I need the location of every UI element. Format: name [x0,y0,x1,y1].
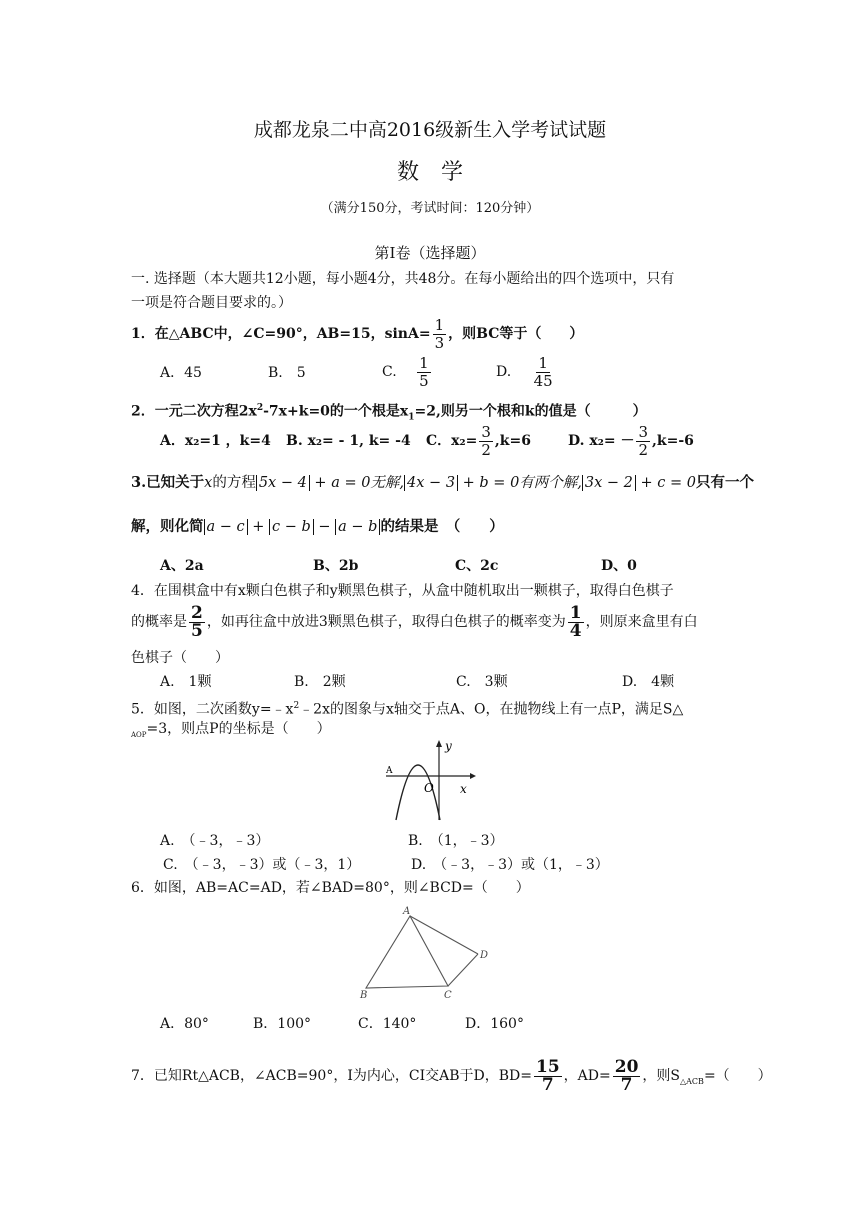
q3-option-d: D、0 [601,558,637,574]
y-axis-arrow-icon [436,740,442,747]
question-3-line-2: 解，则化简 a − c + c − b − a − b 的结果是 （ ） [131,518,504,535]
q2-option-a: A．x₂=1 ，k=4 [160,433,271,449]
question-4-line-3: 色棋子（ ） [131,650,229,666]
q1-text-a: 1．在△ABC中，∠C=90°，AB=15，sinA= [131,326,431,342]
question-7: 7．已知Rt△ACB，∠ACB=90°，I为内心，CI交AB于D，BD= $\frac{15}{7}$ ，AD= $\frac{20}{7}$ ，则$S_{\triangle ACB}=$（ ） [131,1056,772,1095]
q6-option-d: D．160° [465,1016,524,1032]
x-axis-arrow-icon [470,773,476,779]
exam-meta: （满分150分，考试时间：120分钟） [320,201,540,216]
q3-option-c: C、2c [455,558,499,574]
q1-option-b: B. 5 [268,365,306,381]
triangle-figure [352,900,502,1004]
q3-option-b: B、2b [313,558,359,574]
q5-option-c: C. （﹣3，﹣3）或（﹣3，1） [163,857,361,873]
vertex-d-label: D [480,950,489,961]
section-title: 第Ⅰ卷（选择题） [374,244,486,262]
question-5-line-2: $_{AOP}$=3，则点P的坐标是（ ） [131,721,331,739]
subject-title: 数 学 [396,160,463,185]
origin-label: O [424,781,434,795]
q2-option-c: C．x₂= $\frac{3}{2}$ ,k=6 [426,422,531,459]
question-1 [131,316,583,352]
q1-option-d: D. $\frac{1}{45}$ [496,353,553,390]
vertex-b-label: B [360,990,368,1001]
q4-option-d: D. 4颗 [622,674,675,690]
q1-text-b: ，则BC等于（ ） [448,326,584,342]
question-4-line-2: 的概率是 $\frac{2}{5}$ ，如再往盒中放进3颗黑色棋子，取得白色棋子的概率变为 $\frac{1}{4}$ ，则原来盒里有白 [131,602,698,641]
x-axis-label: x [460,782,467,796]
q5-option-b: B. （1，﹣3） [408,833,504,849]
q6-option-b: B．100° [253,1016,312,1032]
question-5: 5．如图，二次函数$y=﹣x^2﹣2x$的图象与x轴交于点A、O，在抛物线上有一点P，满足S△ [131,701,684,718]
q4-option-b: B. 2颗 [294,674,346,690]
page-title: 成都龙泉二中高2016级新生入学考试试题 [253,119,607,141]
parabola-figure [382,736,482,822]
segment-cd [448,954,478,986]
q4-option-a: A. 1颗 [160,674,212,690]
q1-option-d-fraction: $\frac{1}{45}$ [533,353,553,390]
q1-option-c-fraction: $\frac{1}{5}$ [419,353,429,390]
section-instruction: 一. 选择题（本大题共12小题，每小题4分，共48分。在每小题给出的四个选项中，只有 [131,271,675,287]
point-a-label: A [386,766,393,776]
q1-fraction: $\frac{1}{3}$ [434,315,445,352]
q3-option-a: A、2a [160,558,204,574]
q4-option-c: C. 3颗 [456,674,508,690]
question-3: 3.已知关于x的方程 5x − 4 + a = 0无解, 4x − 3 + b = 0有两个解, 3x − 2 + c = 0只有一个 [131,474,754,491]
q2-option-b: B. x₂= - 1, k= -4 [286,433,411,449]
q1-option-a: A．45 [160,365,202,381]
question-6: 6．如图，AB=AC=AD，若∠BAD=80°，则∠BCD=（ ） [131,880,530,896]
q1-option-c: C. $\frac{1}{5}$ [382,353,429,390]
q6-option-a: A．80° [160,1016,209,1032]
vertex-c-label: C [444,990,452,1001]
y-axis-label: y [445,739,452,753]
triangle-abc [366,916,448,988]
q2-option-d: D. x₂= － $\frac{3}{2}$ ,k=-6 [568,422,694,459]
vertex-a-label: A [403,906,411,917]
q5-option-d: D. （﹣3，﹣3）或（1，﹣3） [411,857,609,873]
q5-option-a: A. （﹣3，﹣3） [160,833,270,849]
section-instruction-2: 一项是符合题目要求的。） [131,295,292,311]
question-2: 2．一元二次方程$2x^2-7x+k=0$的一个根是$x_1=2$,则另一个根和k的值是（ ） [131,403,647,423]
q6-option-c: C．140° [358,1016,417,1032]
question-4: 4．在围棋盒中有x颗白色棋子和y颗黑色棋子，从盒中随机取出一颗棋子，取得白色棋子 [131,583,674,599]
